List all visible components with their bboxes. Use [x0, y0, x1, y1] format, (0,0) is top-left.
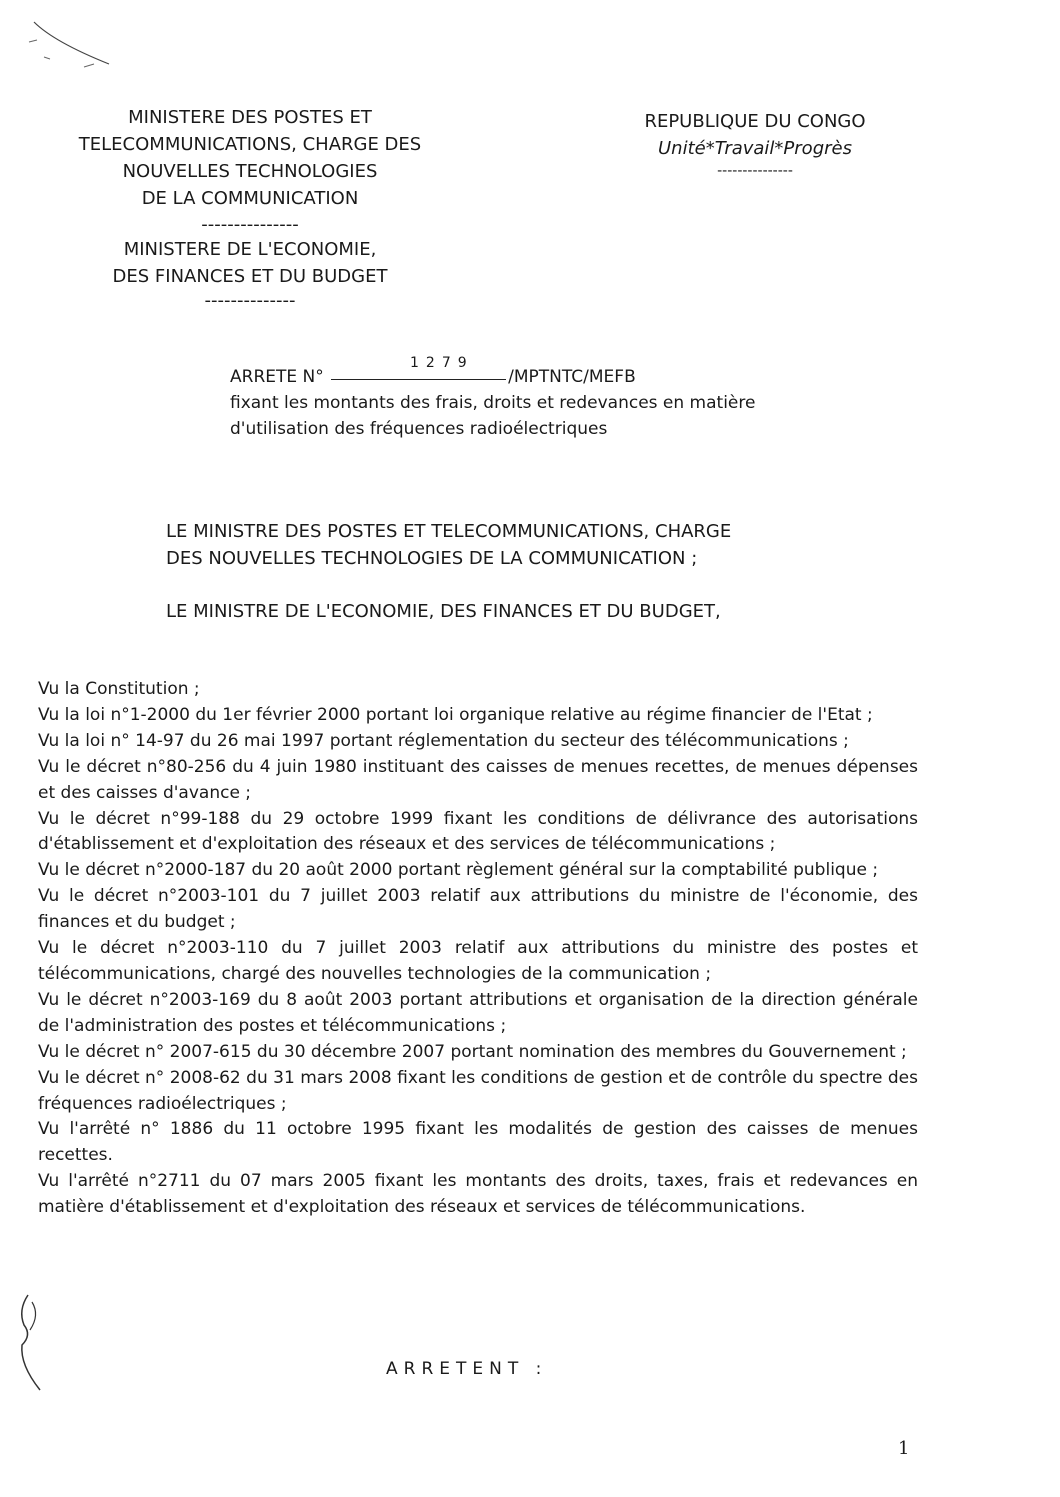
visa-item: Vu l'arrêté n° 1886 du 11 octobre 1995 fixant les modalités de gestion des caisses de menues recettes. — [38, 1119, 918, 1166]
issuing-ministries-block — [40, 104, 460, 310]
ministry-postes-line: TELECOMMUNICATIONS, CHARGE DES — [78, 134, 422, 155]
page-number: 1 — [898, 1438, 910, 1459]
header-separator: --------------- — [201, 214, 299, 235]
visa-item: Vu le décret n°2003-169 du 8 août 2003 portant attributions et organisation de la direction générale de l'administration des postes et télécommunications ; — [38, 989, 918, 1036]
ministry-postes-line: DE LA COMMUNICATION — [141, 188, 359, 209]
visa-item: Vu le décret n°2003-101 du 7 juillet 2003 relatif aux attributions du ministre de l'économie, des finances et du budget ; — [38, 886, 918, 933]
visa-item: Vu le décret n° 2007-615 du 30 décembre 2007 portant nomination des membres du Gouvernement ; — [38, 1041, 907, 1062]
arrete-subject-line: fixant les montants des frais, droits et redevances en matière — [230, 393, 756, 413]
arrete-title-block — [230, 355, 870, 442]
arrete-subject-line: d'utilisation des fréquences radioélectriques — [230, 419, 608, 439]
arrete-number: 1279 — [410, 355, 474, 371]
minister-heading-line: LE MINISTRE DES POSTES ET TELECOMMUNICATIONS, CHARGE — [166, 521, 732, 542]
ministry-economie-line: DES FINANCES ET DU BUDGET — [112, 266, 388, 287]
visa-item: Vu le décret n°2000-187 du 20 août 2000 portant règlement général sur la comptabilité publique ; — [38, 860, 879, 881]
visa-item: Vu l'arrêté n°2711 du 07 mars 2005 fixant les montants des droits, taxes, frais et redevances en matière d'établissement et d'exploitation des réseaux et services de télécommunications. — [38, 1171, 918, 1218]
ministry-economie-line: MINISTERE DE L'ECONOMIE, — [123, 239, 377, 260]
country-name: REPUBLIQUE DU CONGO — [644, 111, 866, 132]
header-separator: -------------- — [204, 290, 296, 311]
arrete-suffix: /MPTNTC/MEFB — [508, 367, 636, 387]
minister-postes-heading — [166, 518, 866, 572]
margin-handwritten-mark — [10, 1290, 60, 1400]
visa-item: Vu le décret n°99-188 du 29 octobre 1999 fixant les conditions de délivrance des autorisations d'établissement et d'exploitation des réseaux et des services de télécommunications ; — [38, 808, 918, 855]
visa-item: Vu la loi n° 14-97 du 26 mai 1997 portant réglementation du secteur des télécommunications ; — [38, 730, 849, 751]
arrete-number-line — [230, 355, 870, 390]
minister-economie-heading: LE MINISTRE DE L'ECONOMIE, DES FINANCES ET DU BUDGET, — [166, 601, 721, 622]
header-separator: --------------- — [717, 163, 793, 179]
visa-item: Vu le décret n° 2008-62 du 31 mars 2008 fixant les conditions de gestion et de contrôle du spectre des fréquences radioélectriques ; — [38, 1067, 918, 1114]
ministry-postes-line: MINISTERE DES POSTES ET — [128, 107, 372, 128]
national-motto: Unité*Travail*Progrès — [658, 138, 852, 159]
ministry-postes-line: NOUVELLES TECHNOLOGIES — [122, 161, 378, 182]
minister-heading-line: DES NOUVELLES TECHNOLOGIES DE LA COMMUNICATION ; — [166, 548, 698, 569]
visa-item: Vu la Constitution ; — [38, 679, 200, 699]
visas-list — [38, 677, 918, 1221]
republic-block — [640, 108, 870, 180]
arrete-prefix: ARRETE N° — [230, 367, 324, 387]
visa-item: Vu le décret n°80-256 du 4 juin 1980 instituant des caisses de menues recettes, de menues dépenses et des caisses d'avance ; — [38, 756, 918, 803]
visa-item: Vu la loi n°1-2000 du 1er février 2000 portant loi organique relative au régime financier de l'Etat ; — [38, 704, 873, 725]
arretent-heading: ARRETENT : — [386, 1359, 548, 1379]
visa-item: Vu le décret n°2003-110 du 7 juillet 2003 relatif aux attributions du ministre des postes et télécommunications, chargé des nouvelles technologies de la communication ; — [38, 938, 918, 984]
arrete-number-underline — [331, 379, 506, 380]
scan-scribble-mark — [14, 12, 124, 72]
